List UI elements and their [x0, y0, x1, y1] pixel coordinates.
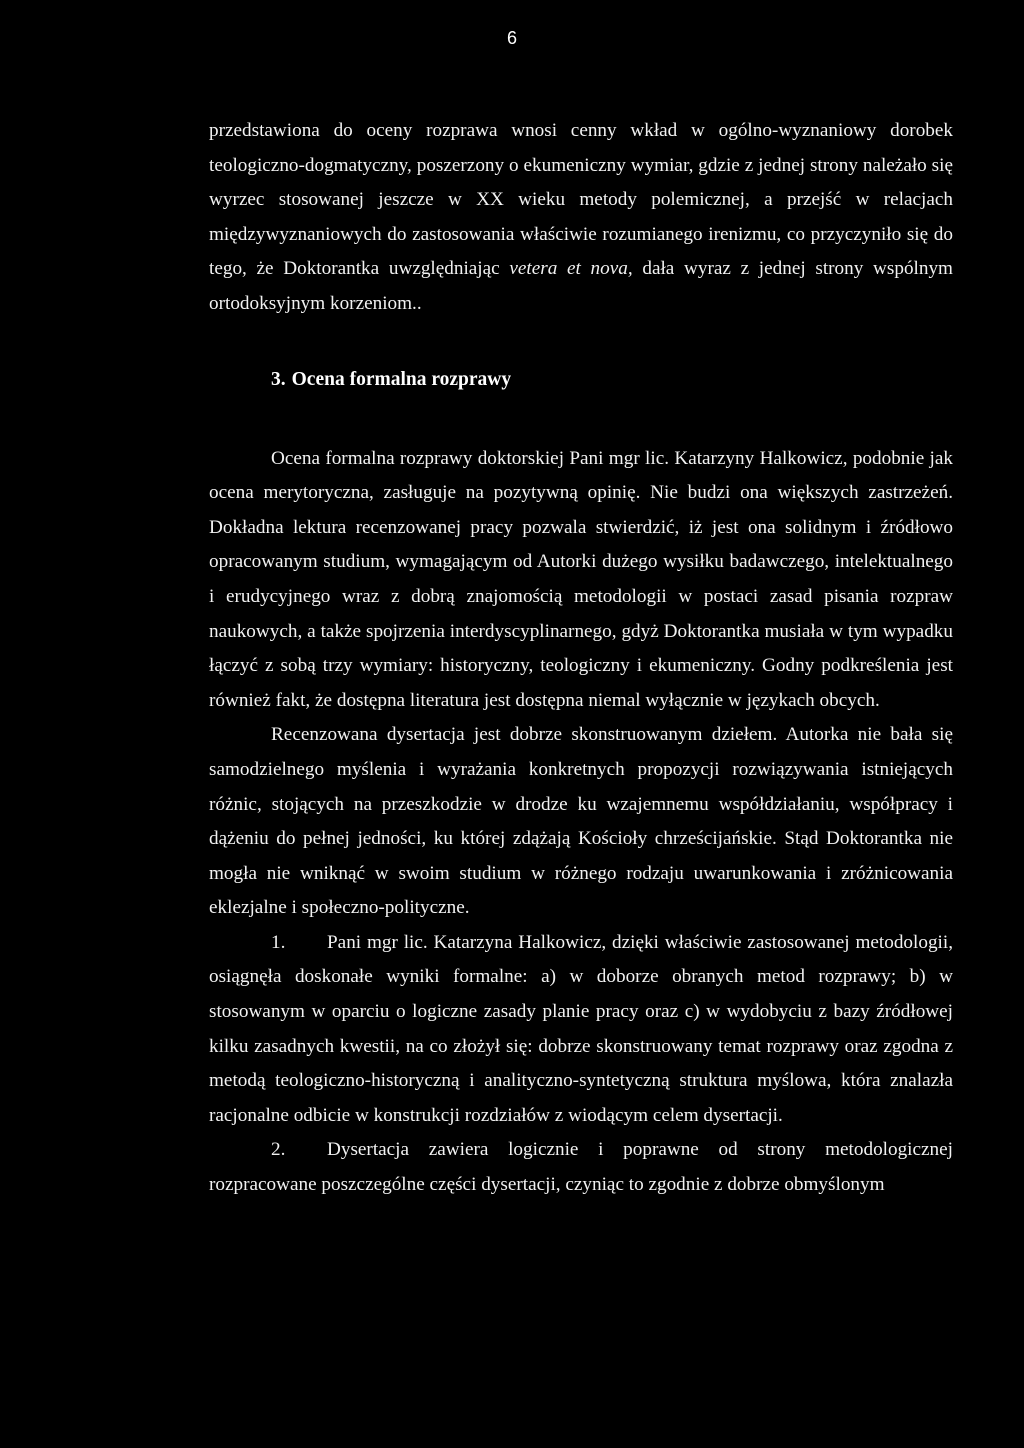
intro-text-start: przedstawiona do oceny rozprawa wnosi cenny wkład w ogólno-wyznaniowy dorobek teologiczno-dogmatyczny, poszerzony o ekumeniczny wymiar, gdzie z jednej strony należało się wyrzec stosowanej jeszcze w XX wieku metody polemicznej, a przejść w relacjach międzywyznaniowych do zastosowania właściwie rozumianego irenizmu, co przyczyniło się do tego, że Doktorantka uwzględniając: [209, 120, 953, 280]
document-body: [209, 114, 953, 1203]
intro-paragraph: [209, 114, 953, 322]
list-item-text: Pani mgr lic. Katarzyna Halkowicz, dzięki właściwie zastosowanej metodologii, osiągnęła doskonałe wyniki formalne: a) w doborze obranych metod rozprawy; b) w stosowanym w oparciu o logiczne zasady planie pracy oraz c) w wydobyciu z bazy źródłowej kilku zasadnych kwestii, na co złożył się: dobrze skonstruowany temat rozprawy oraz zgodna z metodą teologiczno-historyczną i analityczno-syntetyczną struktura myślowa, która znalazła racjonalne odbicie w konstrukcji rozdziałów z wiodącym celem dysertacji.: [209, 931, 953, 1126]
body-paragraph-construction: Recenzowana dysertacja jest dobrze skonstruowanym dziełem. Autorka nie bała się samodzielnego myślenia i wyrażania konkretnych propozycji rozwiązywania istniejących różnic, stojących na przeszkodzie w drodze ku wzajemnemu współdziałaniu, współpracy i dążeniu do pełnej jedności, ku której zdążają Kościoły chrześcijańskie. Stąd Doktorantka nie mogła nie wniknąć w swoim studium w różnego rodzaju uwarunkowania i zróżnicowania eklezjalne i społeczno-polityczne.: [209, 724, 953, 919]
list-item-marker: 1.: [271, 931, 286, 953]
body-paragraph-formal-assessment: Ocena formalna rozprawy doktorskiej Pani mgr lic. Katarzyny Halkowicz, podobnie jak ocena merytoryczna, zasługuje na pozytywną opinię. Nie budzi ona większych zastrzeżeń. Dokładna lektura recenzowanej pracy pozwala stwierdzić, iż jest ona solidnym i źródłowo opracowanym studium, wymagającym od Autorki dużego wysiłku badawczego, intelektualnego i erudycyjnego wraz z dobrą znajomością metodologii w postaci zasad pisania rozpraw naukowych, a także spojrzenia interdyscyplinarnego, gdyż Doktorantka musiała w tym wypadku łączyć z sobą trzy wymiary: historyczny, teologiczny i ekumeniczny. Godny podkreślenia jest również fakt, że dostępna literatura jest dostępna niemal wyłącznie w językach obcych.: [209, 447, 953, 711]
list-item-marker: 2.: [271, 1139, 286, 1161]
page-number: 6: [506, 28, 517, 48]
list-item: [209, 926, 953, 1134]
intro-latin-phrase: vetera et nova,: [509, 258, 633, 280]
section-number: 3.: [271, 368, 286, 390]
intro-text-end: dała wyraz z jednej strony wspólnym ortodoksyjnym korzeniom..: [209, 258, 953, 314]
section-heading: [271, 363, 953, 397]
section-title: Ocena formalna rozprawy: [291, 368, 512, 390]
list-item: [209, 1133, 953, 1202]
list-item-text: Dysertacja zawiera logicznie i poprawne od strony metodologicznej rozpracowane poszczególne części dysertacji, czyniąc to zgodnie z dobrze obmyślonym: [209, 1139, 953, 1196]
